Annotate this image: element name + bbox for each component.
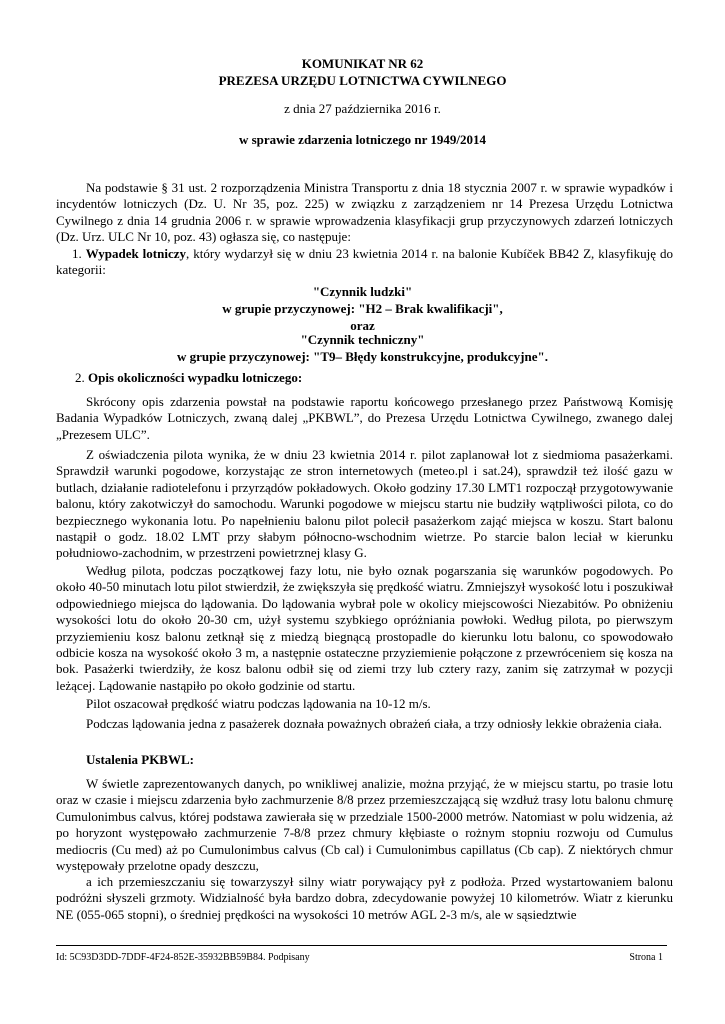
findings-heading: Ustalenia PKBWL: [86,752,194,767]
category-line-3: oraz [350,318,375,333]
point-1-number: 1. [72,246,82,261]
paragraph-3: Według pilota, podczas początkowej fazy lotu, nie było oznak pogarszania się warunków pogodowych. Po około 40-50 minutach lotu pilot stwierdził, że zwiększyła się prędkość wiatru. Zmniejszył wysokość lotu i poszukiwał odpowiedniego miejsca do lądowania. Do lądowania wybrał pole w okolicy miejscowości Niezabitów. Po obniżeniu wysokości lotu do około 20-30 cm, użył systemu szybkiego opróżniania powłoki. Według pilota, po pierwszym przyziemieniu kosz balonu zetknął się z miedzą biegnącą prostopadle do kierunku lotu balonu, co spowodowało odbicie kosza na wysokość około 3 m, a następnie ostateczne przyziemienie połączone z przewróceniem się kosza na bok. Pasażerki twierdziły, że kosz balonu odbił się od ziemi trzy lub cztery razy, zanim się zatrzymał w pozycji leżącej. Lądowanie nastąpiło po około godzinie od startu. [56,563,673,693]
category-line-5: w grupie przyczynowej: "T9– Błędy konstrukcyjne, produkcyjne". [177,349,548,364]
point-2 [75,370,673,386]
paragraph-1: Skrócony opis zdarzenia powstał na podstawie raportu końcowego przesłanego przez Państwową Komisję Badania Wypadków Lotniczych, zwaną dalej „PKBWL”, do Prezesa Urzędu Lotnictwa Cywilnego, zwanego dalej „Prezesem ULC”. [56,394,673,442]
footer-page-number: Strona 1 [629,952,663,963]
category-line-2: w grupie przyczynowej: "H2 – Brak kwalifikacji", [222,301,503,316]
category-line-4: "Czynnik techniczny" [300,332,425,347]
paragraph-5: Podczas lądowania jedna z pasażerek doznała poważnych obrażeń ciała, a trzy odniosły lekkie obrażenia ciała. [86,716,663,731]
intro-paragraph: Na podstawie § 31 ust. 2 rozporządzenia Ministra Transportu z dnia 18 stycznia 2007 r. w sprawie wypadków i incydentów lotniczych (Dz. U. Nr 35, poz. 225) w związku z zarządzeniem nr 14 Prezesa Urzędu Lotnictwa Cywilnego z dnia 14 grudnia 2006 r. w sprawie wprowadzenia klasyfikacji grup przyczynowych zdarzeń lotniczych (Dz. Urz. ULC Nr 10, poz. 43) ogłasza się, co następuje: [56,180,673,245]
point-1-heading: Wypadek lotniczy [85,246,186,261]
paragraph-4: Pilot oszacował prędkość wiatru podczas lądowania na 10-12 m/s. [86,696,431,711]
point-1 [56,246,673,279]
footer-divider [56,945,667,946]
document-title-line2: PREZESA URZĘDU LOTNICTWA CYWILNEGO [218,73,507,88]
paragraph-6: W świetle zaprezentowanych danych, po wnikliwej analizie, można przyjąć, że w miejscu startu, po trasie lotu oraz w czasie i miejscu zdarzenia było zachmurzenie 8/8 przez przemieszczającą się wzdłuż trasy lotu balonu chmurę Cumulonimbus calvus, której podstawa zawierała się w przedziale 1500-2000 metrów. Natomiast w polu widzenia, aż po horyzont występowało zachmurzenie 7-8/8 przez chmury kłębiaste o rożnym stopniu rozwoju od Cumulus mediocris (Cu med) aż po Cumulonimbus calvus (Cb cal) i Cumulonimbus capillatus (Cb cap). Z niektórych chmur występowały przelotne opady deszczu, [56,776,673,874]
document-date: z dnia 27 października 2016 r. [284,101,441,116]
document-title-line1: KOMUNIKAT NR 62 [301,56,424,71]
point-2-number: 2. [75,370,85,385]
document-subject: w sprawie zdarzenia lotniczego nr 1949/2014 [238,132,487,147]
footer-document-id: Id: 5C93D3DD-7DDF-4F24-852E-35932BB59B84. Podpisany [56,952,310,963]
paragraph-7: a ich przemieszczaniu się towarzyszył silny wiatr porywający pył z podłoża. Przed wystartowaniem balonu podróżni słyszeli grzmoty. Widzialność była bardzo dobra, zdecydowanie powyżej 10 kilometrów. Wiatr z kierunku NE (055-065 stopni), o średniej prędkości na wysokości 10 metrów AGL 2-3 m/s, ale w sąsiedztwie [56,874,673,922]
paragraph-2: Z oświadczenia pilota wynika, że w dniu 23 kwietnia 2014 r. pilot zaplanował lot z siedmioma pasażerkami. Sprawdził warunki pogodowe, korzystając ze stron internetowych (meteo.pl i sat.24), sprawdził też ilość gazu w butlach, działanie radiotelefonu i przyrządów pokładowych. Około godziny 17.30 LMT1 rozpoczął przygotowywanie balonu, który zakotwiczył do samochodu. Warunki pogodowe w miejscu startu nie budziły wątpliwości pilota, co do bezpiecznego wykonania lotu. Po napełnieniu balonu pilot polecił pasażerkom zająć miejsca w koszu. Start balonu nastąpił o godz. 18.02 LMT przy słabym północno-wschodnim wietrze. Po starcie balon leciał w kierunku południowo-zachodnim, w przestrzeni powietrznej klasy G. [56,447,673,561]
point-1-text: , który wydarzył się w dniu 23 kwietnia 2014 r. na balonie Kubíček BB42 Z, klasyfikuję do kategorii: [56,246,673,278]
point-2-heading: Opis okoliczności wypadku lotniczego: [88,370,303,385]
category-line-1: "Czynnik ludzki" [312,284,413,299]
